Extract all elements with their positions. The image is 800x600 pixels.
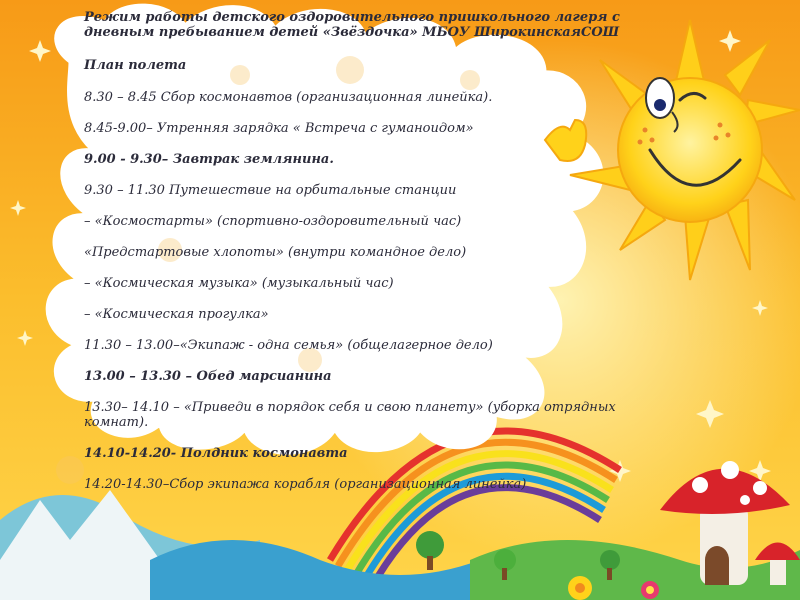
schedule-item: 14.20-14.30–Сбор экипажа корабля (организационная линейка)	[84, 477, 527, 492]
schedule-text	[84, 10, 664, 508]
schedule-item: 13.00 – 13.30 – Обед марсианина	[84, 369, 332, 384]
schedule-item: – «Космостарты» (спортивно-оздоровительный час)	[84, 214, 462, 229]
slide-title: Режим работы детского оздоровительного пришкольного лагеря с дневным пребыванием детей «Звёздочка» МБОУ ШирокинскаяСОШ	[84, 10, 620, 40]
schedule-item: 14.10-14.20- Полдник космонавта	[84, 446, 348, 461]
schedule-item: 13.30– 14.10 – «Приведи в порядок себя и свою планету» (уборка отрядных комнат).	[84, 400, 616, 430]
schedule-item: – «Космическая прогулка»	[84, 307, 269, 322]
schedule-item: 8.45-9.00– Утренняя зарядка « Встреча с гуманоидом»	[84, 121, 474, 136]
schedule-item: 9.30 – 11.30 Путешествие на орбитальные станции	[84, 183, 457, 198]
schedule-item: 8.30 – 8.45 Сбор космонавтов (организационная линейка).	[84, 90, 493, 105]
schedule-item: – «Космическая музыка» (музыкальный час)	[84, 276, 394, 291]
schedule-item: 9.00 - 9.30– Завтрак землянина.	[84, 152, 334, 167]
schedule-item: 11.30 – 13.00–«Экипаж - одна семья» (общелагерное дело)	[84, 338, 493, 353]
schedule-item: «Предстартовые хлопоты» (внутри командное дело)	[84, 245, 467, 260]
plan-heading: План полета	[84, 58, 187, 73]
